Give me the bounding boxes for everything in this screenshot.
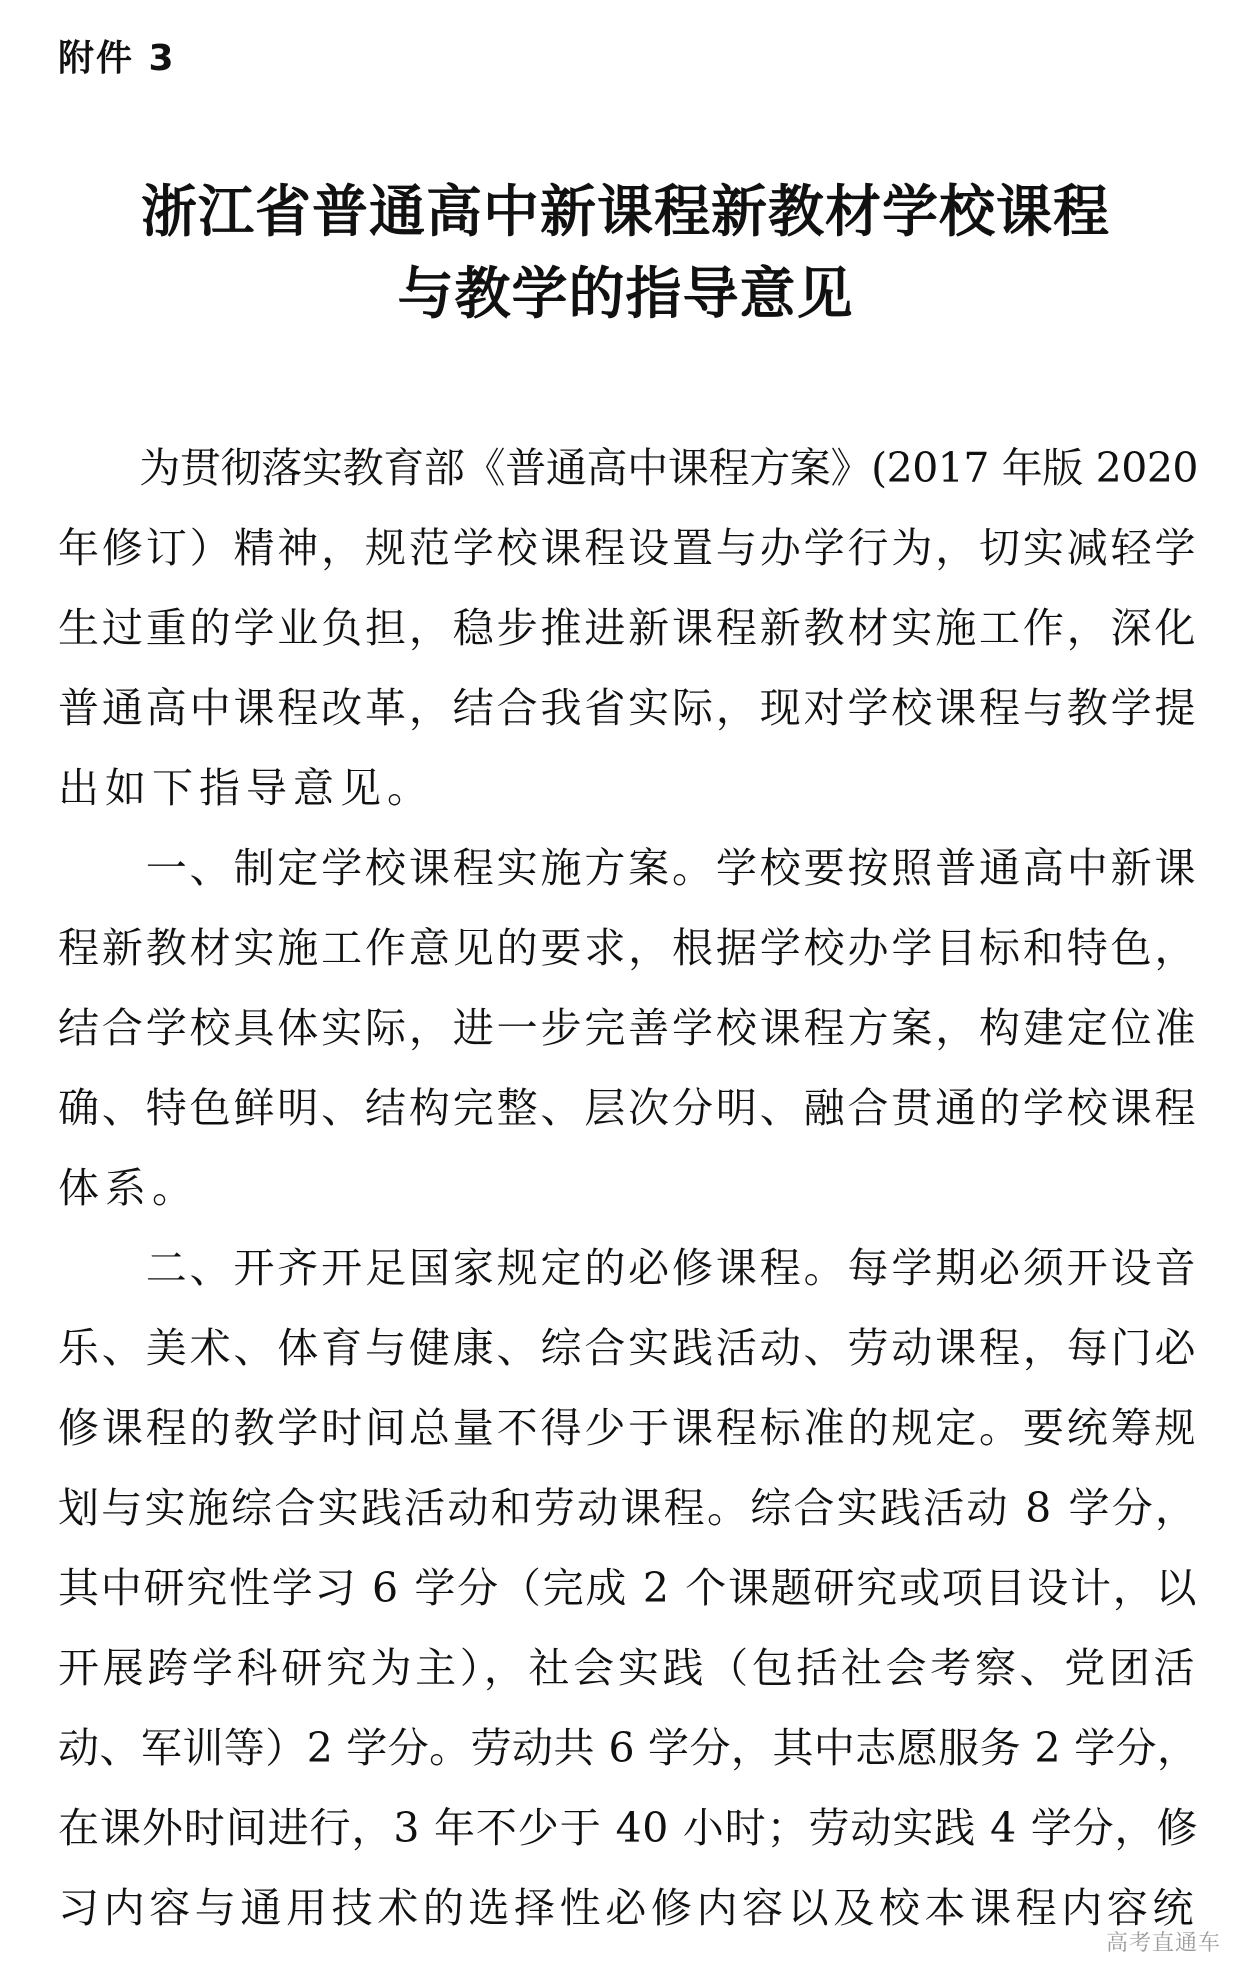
body-line: 动、军训等）2 学分。劳动共 6 学分，其中志愿服务 2 学分， <box>58 1724 1198 1772</box>
body-line: 划与实施综合实践活动和劳动课程。综合实践活动 8 学分， <box>58 1484 1198 1532</box>
body-line: 确、特色鲜明、结构完整、层次分明、融合贯通的学校课程 <box>58 1084 1198 1132</box>
body-line: 其中研究性学习 6 学分（完成 2 个课题研究或项目设计，以 <box>58 1564 1198 1612</box>
body-line: 出如下指导意见。 <box>58 764 434 812</box>
body-line: 修课程的教学时间总量不得少于课程标准的规定。要统筹规 <box>58 1404 1198 1452</box>
body-line: 习内容与通用技术的选择性必修内容以及校本课程内容统 <box>58 1884 1198 1932</box>
body-line: 程新教材实施工作意见的要求，根据学校办学目标和特色， <box>58 924 1198 972</box>
body-line: 在课外时间进行，3 年不少于 40 小时；劳动实践 4 学分，修 <box>58 1804 1198 1852</box>
body-line: 生过重的学业负担，稳步推进新课程新教材实施工作，深化 <box>58 604 1198 652</box>
body-line: 结合学校具体实际，进一步完善学校课程方案，构建定位准 <box>58 1004 1198 1052</box>
body-line: 一、制定学校课程实施方案。学校要按照普通高中新课 <box>58 844 1198 892</box>
watermark: 高考直通车 <box>1105 1931 1221 1956</box>
title-line-2: 与教学的指导意见 <box>397 262 854 327</box>
body-line: 乐、美术、体育与健康、综合实践活动、劳动课程，每门必 <box>58 1324 1198 1372</box>
title-line-1: 浙江省普通高中新课程新教材学校课程 <box>141 180 1110 245</box>
body-line: 为贯彻落实教育部《普通高中课程方案》(2017 年版 2020 <box>58 444 1198 492</box>
attachment-label: 附件 3 <box>58 38 176 79</box>
document-body <box>58 428 1198 1948</box>
body-line: 开展跨学科研究为主），社会实践（包括社会考察、党团活 <box>58 1644 1198 1692</box>
body-line: 体系。 <box>58 1164 199 1212</box>
body-line: 普通高中课程改革，结合我省实际，现对学校课程与教学提 <box>58 684 1198 732</box>
body-line: 二、开齐开足国家规定的必修课程。每学期必须开设音 <box>58 1244 1198 1292</box>
document-title <box>0 172 1251 336</box>
body-line: 年修订）精神，规范学校课程设置与办学行为，切实减轻学 <box>58 524 1198 572</box>
